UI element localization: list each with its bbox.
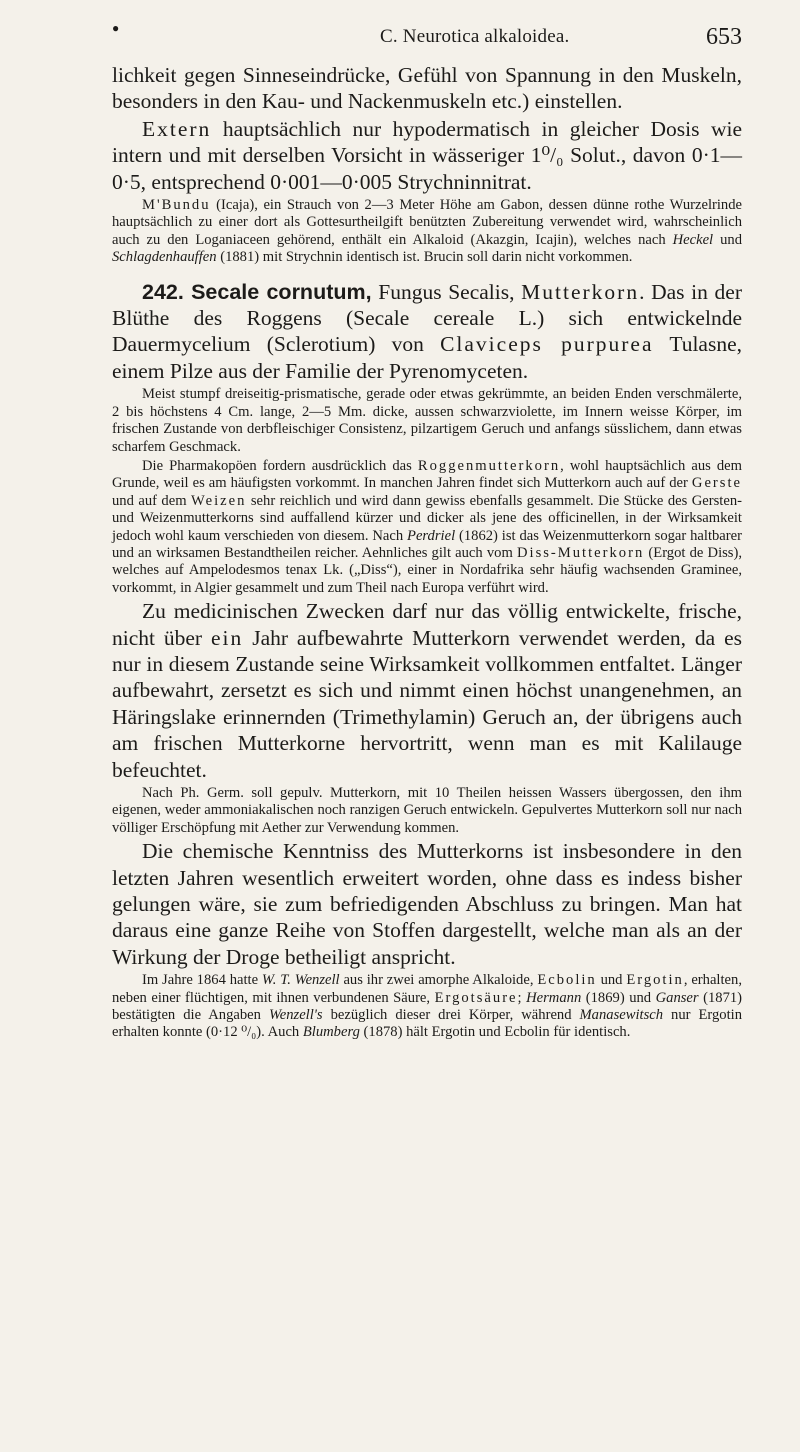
paragraph-description: Meist stumpf dreiseitig-prismatische, gerade oder etwas gekrümmte, an beiden Enden verschmälerte, 2 bis höchstens 4 Cm. lange, 2—5 Mm. dicke, aussen schwarzviolette, im Innern weisse Körper, im frischen Zustande von derbfleischiger Consistenz, pilzartigem Geruch und anfangs süsslichem, dann etwas scharfem Geschmack. bbox=[112, 386, 742, 455]
bullet-mark: ● bbox=[112, 21, 120, 35]
running-title: C. Neurotica alkaloidea. bbox=[380, 26, 570, 47]
paragraph-ph-germ: Nach Ph. Germ. soll gepulv. Mutterkorn, mit 10 Theilen heissen Wassers übergossen, den ihm eigenen, weder ammoniakalischen noch ranzigen Geruch entwickeln. Gepulvertes Mutterkorn soll nur nach völliger Erschöpfung mit Aether zur Verwendung kommen. bbox=[112, 785, 742, 836]
paragraph-chemie: Die chemische Kenntniss des Mutterkorns ist insbesondere in den letzten Jahren wesentlich erweitert worden, ohne dass es indess bisher gelungen wäre, sie zum befriedigenden Abschluss zu bringen. Man hat daraus eine ganze Reihe von Stoffen dargestellt, welche man als an der Wirkung der Droge betheiligt anspricht. bbox=[112, 839, 742, 969]
running-header bbox=[112, 22, 742, 52]
paragraph-continuation: lichkeit gegen Sinneseindrücke, Gefühl von Spannung in den Muskeln, besonders in den Kau- und Nackenmuskeln etc.) einstellen. bbox=[112, 63, 742, 114]
paragraph-mbundu: M'Bundu (Icaja), ein Strauch von 2—3 Meter Höhe am Gabon, dessen dünne rothe Wurzelrinde hauptsächlich zu einer dort als Gottesurtheilgift benützten Zubereitung verwendet wird, wahrscheinlich auch zu den Loganiaceen gehörend, enthält ein Alkaloid (Akazgin, Icajin), welches nach Heckel und Schlagdenhauffen (1881) mit Strychnin identisch ist. Brucin soll darin nicht vorkommen. bbox=[112, 197, 742, 266]
page-number: 653 bbox=[706, 24, 742, 50]
paragraph-wenzell: Im Jahre 1864 hatte W. T. Wenzell aus ihr zwei amorphe Alkaloide, Ecbolin und Ergotin, erhalten, neben einer flüchtigen, mit ihnen verbundenen Säure, Ergotsäure; Hermann (1869) und Ganser (1871) bestätigten die Angaben Wenzell's bezüglich dieser drei Körper, während Manasewitsch nur Ergotin erhalten konnte (0·12 ⁰/₀). Auch Blumberg (1878) hält Ergotin und Ecbolin für identisch. bbox=[112, 972, 743, 1041]
paragraph-extern: Extern hauptsächlich nur hypodermatisch in gleicher Dosis wie intern und mit derselben Vorsicht in wässeriger 1⁰/₀ Solut., davon 0·1—0·5, entsprechend 0·001—0·005 Strychninnitrat. bbox=[112, 116, 742, 194]
paragraph-pharmakopoeen: Die Pharmakopöen fordern ausdrücklich das Roggenmutterkorn, wohl hauptsächlich aus dem Grunde, weil es am häufigsten vorkommt. In manchen Jahren findet sich Mutterkorn auch auf der Gerste und auf dem Weizen sehr reichlich und wird dann gewiss ebenfalls gesammelt. Die Stücke des Gersten- und Weizenmutterkorns sind auffallend kürzer und dicker als jene des officinellen, in der Wirksamkeit jedoch wohl kaum verschieden von diesem. Nach Perdriel (1862) ist das Weizenmutterkorn sogar haltbarer und an wirksamen Bestandtheilen reicher. Aehnliches gilt auch vom Diss-Mutterkorn (Ergot de Diss), welches auf Ampelodesmos tenax Lk. („Diss“), einer in Nordafrika sehr häufig wachsenden Graminee, vorkommt, in Algier gesammelt und zum Theil nach Europa verführt wird. bbox=[112, 457, 743, 596]
paragraph-medicinisch: Zu medicinischen Zwecken darf nur das völlig entwickelte, frische, nicht über ein Jahr aufbewahrte Mutterkorn verwendet werden, da es nur in diesem Zustande seine Wirksamkeit vollkommen entfaltet. Länger aufbewahrt, zersetzt es sich und nimmt einen höchst unangenehmen, an Häringslake erinnernden (Trimethylamin) Geruch an, der übrigens auch am frischen Mutterkorne hervortritt, wenn man es mit Kalilauge befeuchtet. bbox=[112, 599, 743, 782]
section-242-heading: 242. Secale cornutum, Fungus Secalis, Mutterkorn. Das in der Blüthe des Roggens (Secale cereale L.) sich entwickelnde Dauermycelium (Sclerotium) von Claviceps purpurea Tulasne, einem Pilze aus der Familie der Pyrenomyceten. bbox=[112, 279, 742, 383]
page-body bbox=[112, 62, 742, 1042]
